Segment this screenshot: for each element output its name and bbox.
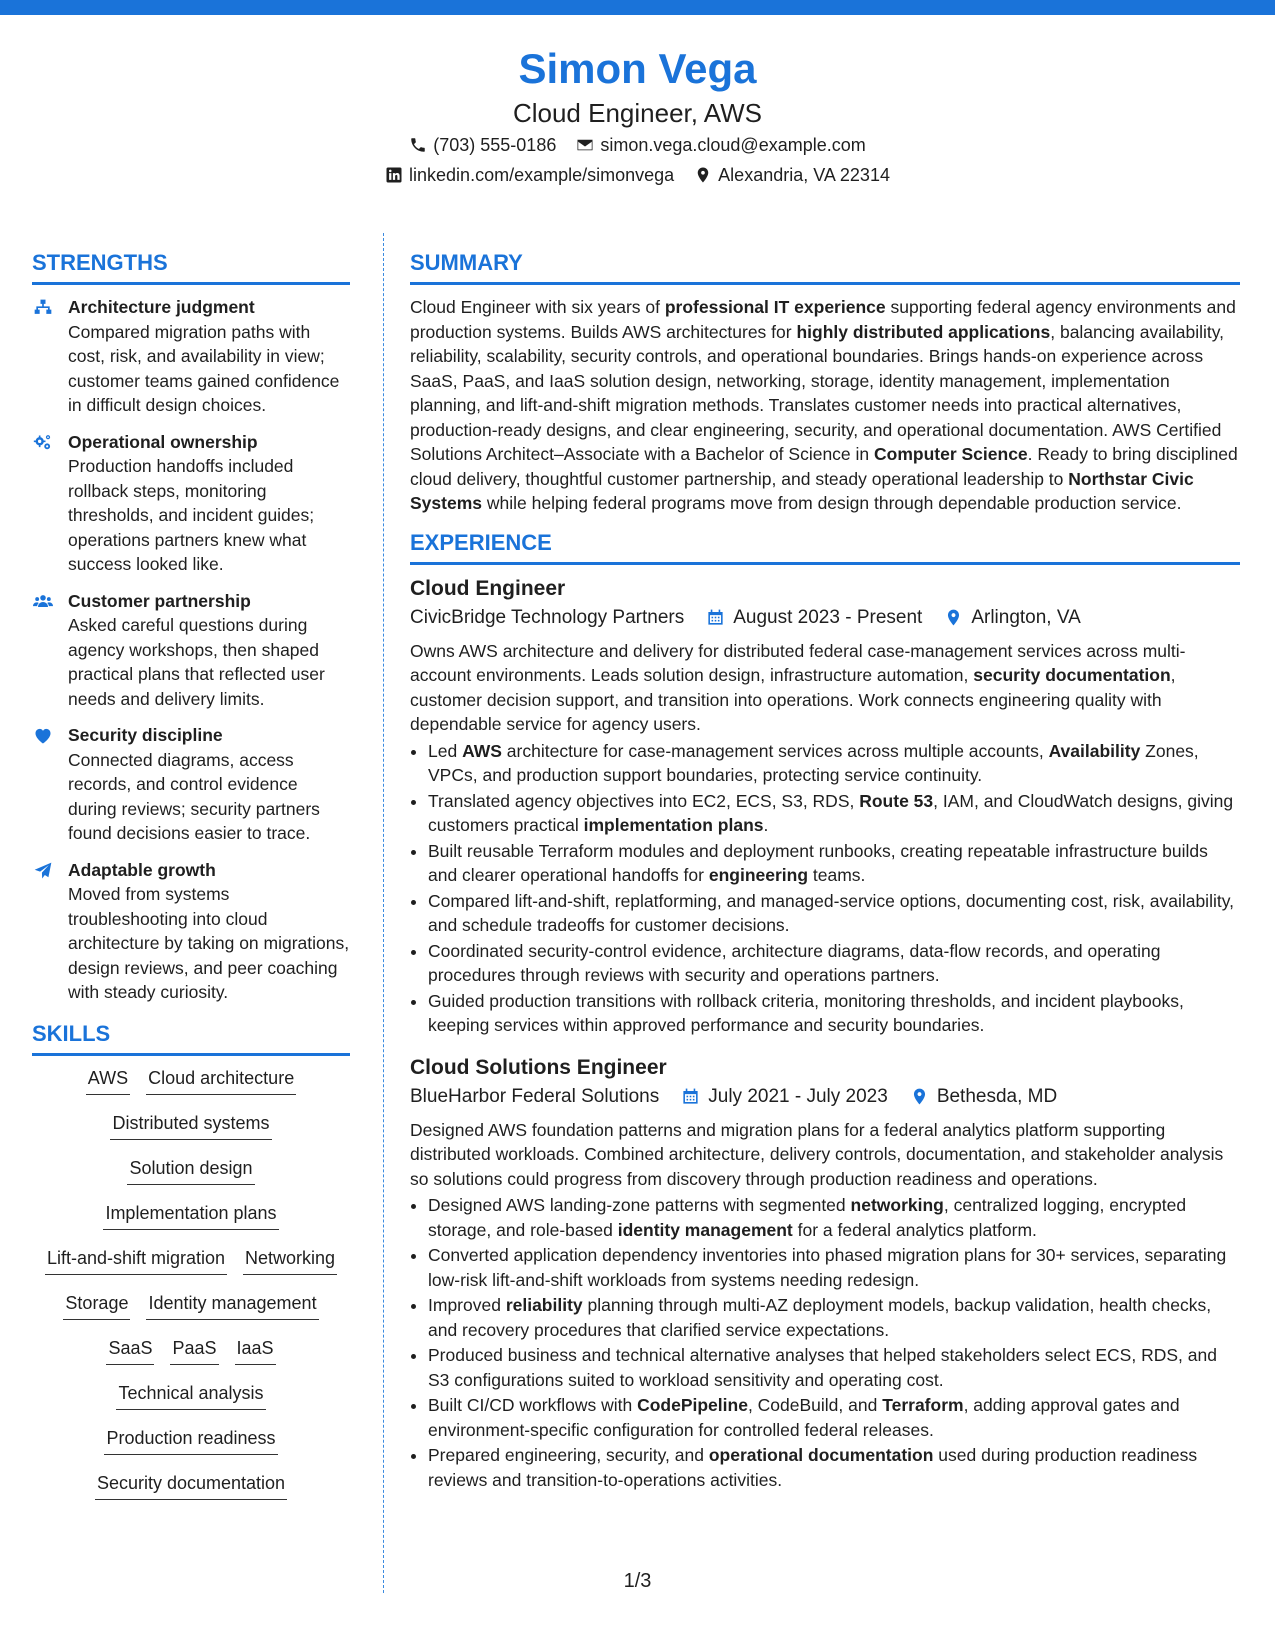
job-bullets <box>410 739 1240 1038</box>
strength-title: Customer partnership <box>68 590 251 611</box>
bullet-item: • Prepared engineering, security, and operational documentation used during production readiness reviews and transition-to-operations activities. <box>428 1443 1240 1492</box>
skill-row <box>32 1471 350 1516</box>
top-accent-bar <box>0 0 1275 15</box>
candidate-name: Simon Vega <box>518 45 757 92</box>
strengths-list <box>32 295 350 1005</box>
skill-tag: Production readiness <box>104 1426 277 1455</box>
summary-heading: SUMMARY <box>410 248 1240 285</box>
candidate-title: Cloud Engineer, AWS <box>512 98 763 128</box>
phone-text: (703) 555-0186 <box>433 135 557 155</box>
location-text: Alexandria, VA 22314 <box>718 165 890 185</box>
skill-row <box>32 1156 350 1201</box>
gears-icon <box>32 433 54 453</box>
skill-tag: PaaS <box>170 1336 218 1365</box>
contact-phone <box>409 130 556 160</box>
skill-tag: Networking <box>243 1246 337 1275</box>
skill-row <box>32 1066 350 1111</box>
gears-icon-wrap <box>32 430 56 577</box>
bullet-item: • Built reusable Terraform modules and deployment runbooks, creating repeatable infrastructure builds and clearer operational handoffs for engineering teams. <box>428 839 1240 888</box>
skill-tag: Storage <box>63 1291 130 1320</box>
paper-plane-icon-wrap <box>32 858 56 1005</box>
strength-item <box>32 295 350 418</box>
skill-row <box>32 1246 350 1291</box>
contact-linkedin[interactable] <box>385 160 674 190</box>
sitemap-icon <box>32 298 54 318</box>
job-location: Bethesda, MD <box>936 1085 1058 1107</box>
job-description: Designed AWS foundation patterns and migration plans for a federal analytics platform supporting distributed workloads. Combined architecture, delivery controls, documentation, and stakeholder analysis so solutions could progress from discovery through production readiness and operations. <box>410 1119 1224 1189</box>
email-link[interactable]: simon.vega.cloud@example.com <box>600 135 866 155</box>
calendar-icon <box>706 608 725 627</box>
strength-text: Asked careful questions during agency workshops, then shaped practical plans that reflected user needs and delivery limits. <box>68 615 325 709</box>
skill-row <box>32 1291 350 1336</box>
skill-row <box>32 1381 350 1426</box>
job-bullets <box>410 1193 1240 1492</box>
bullet-item: • Designed AWS landing-zone patterns with segmented networking, centralized logging, encrypted storage, and role-based identity management for a federal analytics platform. <box>428 1193 1240 1242</box>
strength-item <box>32 430 350 577</box>
skill-tag: Technical analysis <box>116 1381 265 1410</box>
sitemap-icon-wrap <box>32 295 56 418</box>
linkedin-link[interactable]: linkedin.com/example/simonvega <box>409 165 675 185</box>
strength-title: Adaptable growth <box>68 859 216 880</box>
column-divider <box>383 233 384 1593</box>
left-column <box>32 248 350 1516</box>
bullet-item: • Improved reliability planning through multi-AZ deployment models, backup validation, health checks, and recovery procedures that clarified service expectations. <box>428 1293 1240 1342</box>
skill-tag: Security documentation <box>95 1471 287 1500</box>
users-icon <box>32 592 54 612</box>
job-description: Owns AWS architecture and delivery for distributed federal case-management services across multi-account environments. Leads solution design, infrastructure automation, security documentation, customer decision support, and transition into operations. Work connects engineering quality with dependable service for agency users. <box>410 640 1186 734</box>
skills-heading: SKILLS <box>32 1019 350 1056</box>
job-meta <box>410 1082 1240 1112</box>
strength-item <box>32 858 350 1005</box>
heart-icon <box>32 726 54 746</box>
strength-title: Operational ownership <box>68 431 258 452</box>
bullet-item: • Led AWS architecture for case-management services across multiple accounts, Availability Zones, VPCs, and production support boundaries, protecting service continuity. <box>428 739 1240 788</box>
bullet-item: • Produced business and technical alternative analyses that helped stakeholders select ECS, RDS, and S3 configurations suited to workload sensitivity and operating cost. <box>428 1343 1240 1392</box>
skill-row <box>32 1426 350 1471</box>
experience-heading: EXPERIENCE <box>410 528 1240 565</box>
resume-header <box>0 42 1275 190</box>
map-pin-icon <box>910 1087 929 1106</box>
calendar-icon <box>681 1087 700 1106</box>
skill-row <box>32 1111 350 1156</box>
job-title: Cloud Engineer <box>410 576 566 600</box>
company-name: CivicBridge Technology Partners <box>410 606 685 628</box>
bullet-item: • Translated agency objectives into EC2, ECS, S3, RDS, Route 53, IAM, and CloudWatch designs, giving customers practical implementation plans. <box>428 789 1240 838</box>
paper-plane-icon <box>32 861 54 881</box>
skill-tag: Lift-and-shift migration <box>45 1246 227 1275</box>
job-entry <box>410 575 1240 1038</box>
strength-title: Architecture judgment <box>68 297 255 317</box>
strength-item <box>32 589 350 712</box>
contact-row-1 <box>0 130 1275 160</box>
skill-tag: Solution design <box>127 1156 254 1185</box>
skills-list <box>32 1066 350 1516</box>
strength-item <box>32 723 350 846</box>
strength-text: Production handoffs included rollback steps, monitoring thresholds, and incident guides; operations partners knew what success looked like. <box>68 456 315 574</box>
strength-text: Connected diagrams, access records, and control evidence during reviews; security partners found decisions easier to trace. <box>68 749 320 843</box>
page-number: 1/3 <box>623 1570 652 1592</box>
contact-row-2 <box>0 160 1275 190</box>
strength-text: Moved from systems troubleshooting into cloud architecture by taking on migrations, design reviews, and peer coaching with steady curiosity. <box>68 884 350 1002</box>
phone-icon <box>409 136 427 154</box>
strength-text: Compared migration paths with cost, risk, and availability in view; customer teams gained confidence in difficult design choices. <box>68 321 340 415</box>
skill-row <box>32 1336 350 1381</box>
skill-tag: AWS <box>86 1066 130 1095</box>
job-entry <box>410 1054 1240 1493</box>
skill-tag: Identity management <box>146 1291 318 1320</box>
job-location: Arlington, VA <box>971 606 1081 628</box>
skill-tag: Cloud architecture <box>146 1066 296 1095</box>
experience-list <box>410 575 1240 1493</box>
bullet-item: • Coordinated security-control evidence, architecture diagrams, data-flow records, and operating procedures through reviews with security and operations partners. <box>428 939 1240 988</box>
strength-title: Security discipline <box>68 725 223 745</box>
map-pin-icon <box>944 608 963 627</box>
company-name: BlueHarbor Federal Solutions <box>410 1085 660 1107</box>
envelope-icon <box>576 136 594 154</box>
bullet-item: • Guided production transitions with rollback criteria, monitoring thresholds, and incident playbooks, keeping services within approved performance and security boundaries. <box>428 989 1240 1038</box>
bullet-item: • Built CI/CD workflows with CodePipeline, CodeBuild, and Terraform, adding approval gates and environment-specific configuration for controlled federal releases. <box>428 1393 1240 1442</box>
strengths-heading: STRENGTHS <box>32 248 350 285</box>
bullet-item: • Converted application dependency inventories into phased migration plans for 30+ services, separating low-risk lift-and-shift workloads from systems needing redesign. <box>428 1243 1240 1292</box>
skill-tag: IaaS <box>235 1336 276 1365</box>
linkedin-icon <box>385 166 403 184</box>
job-meta <box>410 603 1240 633</box>
contact-email[interactable] <box>576 130 865 160</box>
skill-tag: SaaS <box>106 1336 154 1365</box>
heart-icon-wrap <box>32 723 56 846</box>
job-dates: July 2021 - July 2023 <box>708 1085 888 1107</box>
skill-row <box>32 1201 350 1246</box>
job-title: Cloud Solutions Engineer <box>410 1055 667 1079</box>
skill-tag: Implementation plans <box>103 1201 278 1230</box>
right-column <box>410 248 1240 1508</box>
bullet-item: • Compared lift-and-shift, replatforming, and managed-service options, documenting cost, risk, availability, and schedule tradeoffs for customer decisions. <box>428 889 1240 938</box>
users-icon-wrap <box>32 589 56 712</box>
contact-location <box>694 160 890 190</box>
skill-tag: Distributed systems <box>110 1111 271 1140</box>
summary-text: Cloud Engineer with six years of professional IT experience supporting federal agency environments and production systems. Builds AWS architectures for highly distributed applications, balancing availability, reliability, scalability, security controls, and operational boundaries. Brings hands-on experience across SaaS, PaaS, and IaaS solution design, networking, storage, identity management, implementation planning, and lift-and-shift migration methods. Translates customer needs into practical alternatives, production-ready designs, and clear engineering, security, and operational documentation. AWS Certified Solutions Architect–Associate with a Bachelor of Science in Computer Science. Ready to bring disciplined cloud delivery, thoughtful customer partnership, and steady operational leadership to Northstar Civic Systems while helping federal programs move from design through dependable production service. <box>410 297 1238 513</box>
map-pin-icon <box>694 166 712 184</box>
job-dates: August 2023 - Present <box>733 606 923 628</box>
